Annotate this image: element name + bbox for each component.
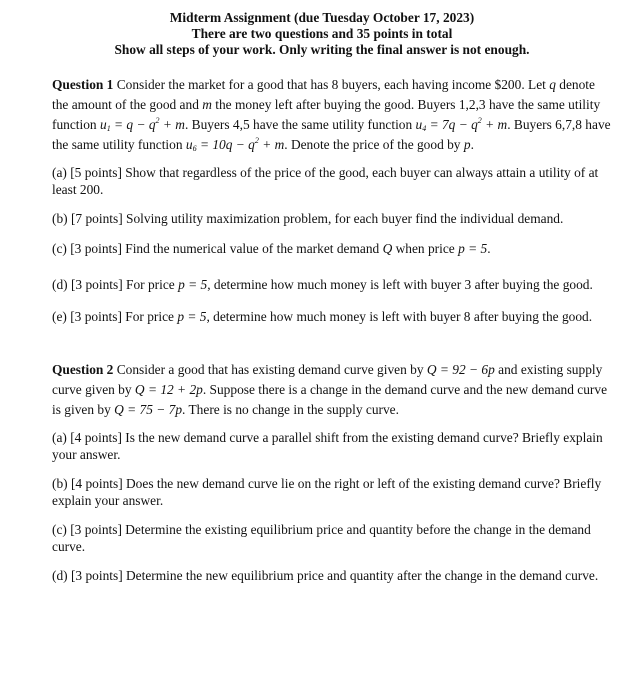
variable-p: p [463,137,471,152]
utility-function-u1: $u_1 = q - q^2 + m$ [99,116,185,133]
utility-function-u4: $u_4 = 7q - q^2 + m$ [415,116,508,133]
question-1-text: Consider the market for a good that has 8 buyers, each having income $200. Let [113,77,550,92]
assignment-header [30,10,614,58]
question-1-part-e: (e) [3 points] For price p = 5, determine how much money is left with buyer 8 after buying the good. [52,308,593,324]
question-1-text: denote the amount of the good and [52,77,595,112]
question-2-part-b: (b) [4 points] Does the new demand curve lie on the right or left of the existing demand curve? Briefly explain your answer. [52,476,602,508]
header-summary: There are two questions and 35 points in total [191,26,453,41]
question-2-text: Consider a good that has existing demand curve given by [113,362,427,377]
question-1-part-a: (a) [5 points] Show that regardless of the price of the good, each buyer can always attain a utility of at least 200. [52,165,599,197]
question-1-text: . Buyers 6,7,8 have the same utility function [52,117,611,152]
utility-function-u6: $u_6 = 10q - q^2 + m$ [185,136,285,153]
question-1-part-d: (d) [3 points] For price p = 5, determine how much money is left with buyer 3 after buying the good. [52,277,593,292]
question-2-part-a: (a) [4 points] Is the new demand curve a parallel shift from the existing demand curve? Briefly explain your answer. [52,430,603,462]
question-1-part-c: (c) [3 points] Find the numerical value of the market demand Q when price p = 5. [52,240,491,256]
question-2-part-d: (d) [3 points] Determine the new equilibrium price and quantity after the change in the demand curve. [52,568,599,583]
question-2-intro [52,360,614,420]
question-2-text: . There is no change in the supply curve. [182,402,399,417]
header-instructions: Show all steps of your work. Only writing the final answer is not enough. [114,42,530,57]
question-1-text: the money left after buying the good. Buyers 1,2,3 have the same utility function [52,97,601,132]
question-2-title: Question 2 [52,362,114,377]
question-1-text: . Denote the price of the good by [284,137,464,152]
variable-q: q [549,77,556,92]
question-1-part-b: (b) [7 points] Solving utility maximization problem, for each buyer find the individual demand. [52,211,564,226]
supply-equation: Q = 12 + 2p [134,382,203,397]
question-2-part-c: (c) [3 points] Determine the existing equilibrium price and quantity before the change in the demand curve. [52,522,591,554]
question-2-text: and existing supply curve given by [52,362,603,397]
question-1-text: . [470,137,474,152]
question-1-text: . Buyers 4,5 have the same utility function [184,117,416,132]
existing-demand-equation: Q = 92 − 6p [426,362,495,377]
question-1-intro [52,75,614,155]
variable-m: m [202,97,212,112]
question-1-title: Question 1 [52,77,114,92]
header-title: Midterm Assignment (due Tuesday October 17, 2023) [169,10,475,25]
question-2-text: . Suppose there is a change in the demand curve and the new demand curve is given by [52,382,608,417]
new-demand-equation: Q = 75 − 7p [114,402,183,417]
